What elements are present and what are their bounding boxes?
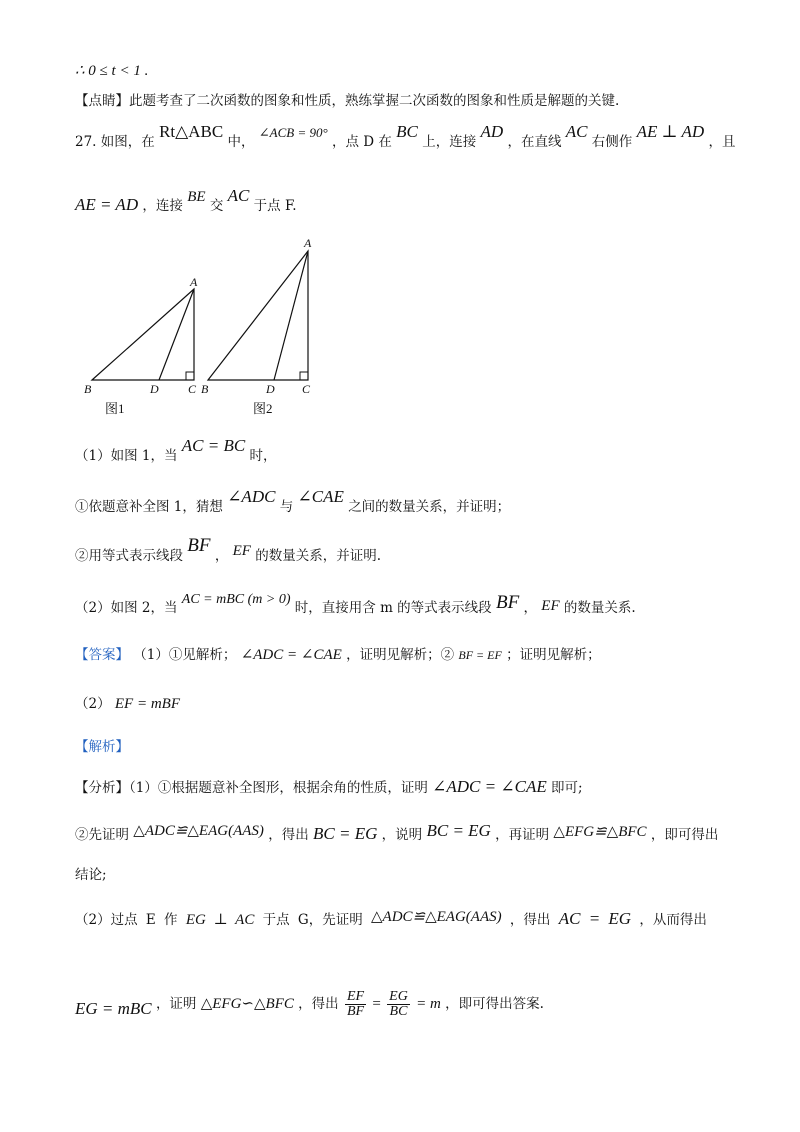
- analysis-line2-cont: [75, 869, 107, 883]
- analysis-congruence: △EFG≌△BFC: [553, 824, 647, 840]
- fraction-denominator: BF: [346, 1004, 365, 1019]
- fig1-label-b: B: [84, 382, 92, 396]
- answer-tag: 【答案】: [75, 647, 129, 663]
- answer-seg-eq: BF = EF: [458, 648, 502, 662]
- comment-line: [75, 95, 619, 109]
- part2-segment: EF: [541, 598, 560, 614]
- analysis-text: 即可;: [551, 780, 583, 796]
- fig1-label-d: D: [150, 382, 159, 396]
- equals-sign: =: [372, 996, 381, 1012]
- answer-angle-eq: ∠ADC = ∠CAE: [240, 647, 342, 663]
- part2-text: 的数量关系.: [563, 600, 636, 616]
- q27-text: 上，连接: [422, 134, 477, 150]
- part2-line: [75, 592, 636, 616]
- part2-condition: AC = mBC (m > 0): [181, 592, 291, 607]
- question-27-line1: [75, 122, 736, 150]
- analysis-equation: EG = mBC: [75, 999, 152, 1018]
- analysis-line4: [75, 990, 544, 1019]
- q27-angle: ∠ACB = 90°: [258, 125, 328, 140]
- answer-text: ，证明见解析；②: [346, 647, 455, 663]
- q27-text: 交: [209, 198, 224, 214]
- fig1-caption: 图1: [105, 401, 125, 415]
- fraction-denominator: BC: [389, 1004, 408, 1019]
- analysis-line1: [75, 778, 583, 796]
- answer-text: ；证明见解析；: [506, 647, 601, 663]
- part1-line: [75, 436, 277, 464]
- part2-segment: BF: [495, 592, 520, 613]
- analysis-subtag: 【分析】: [75, 780, 129, 796]
- fig2-label-a: A: [304, 236, 312, 250]
- answer2-text: （2）: [75, 696, 111, 712]
- fig2-caption: 图2: [253, 401, 273, 415]
- analysis-line2: [75, 821, 719, 843]
- analysis-text: ，从而得出: [639, 912, 707, 928]
- analysis-text: ，证明: [155, 996, 197, 1012]
- subq1-text: 之间的数量关系，并证明；: [348, 499, 511, 515]
- analysis-similarity: △EFG∽△BFC: [200, 996, 294, 1012]
- analysis-text: ，得出: [509, 912, 551, 928]
- subq2-text: ②用等式表示线段: [75, 548, 183, 564]
- q27-text: ，连接: [142, 198, 183, 214]
- analysis-equation: BC = EG: [426, 821, 491, 840]
- figures: [80, 235, 330, 415]
- analysis-angle-eq: ∠ADC = ∠CAE: [432, 777, 547, 796]
- subq2-segment: BF: [187, 535, 211, 556]
- subq1-text: 与: [279, 499, 294, 515]
- analysis-tag: 【解析】: [75, 739, 129, 755]
- question-27-line2: [75, 186, 297, 214]
- part2-text: ，: [523, 600, 537, 616]
- analysis-line3: [75, 910, 707, 928]
- answer-line: [75, 648, 601, 663]
- answer-text: （1）①见解析；: [133, 647, 237, 663]
- q27-text: ，点 D 在: [331, 134, 392, 150]
- q27-triangle: Rt△ABC: [159, 122, 224, 141]
- fraction-numerator: EG: [389, 989, 408, 1004]
- subq2-text: 的数量关系，并证明.: [255, 548, 382, 564]
- comment-text: 此题考查了二次函数的图象和性质，熟练掌握二次函数的图象和性质是解题的关键.: [129, 93, 620, 109]
- answer2-equation: EF = mBF: [114, 696, 180, 712]
- subq2-line: [75, 535, 382, 564]
- q27-equation: AE = AD: [75, 195, 139, 214]
- part1-text: （1）如图 1，当: [75, 448, 178, 464]
- part2-text: 时，直接用含 m 的等式表示线段: [294, 600, 492, 616]
- q27-segment: BE: [187, 189, 206, 205]
- fig2-label-c: C: [302, 382, 311, 396]
- analysis-text: ，即可得出答案.: [445, 996, 544, 1012]
- q27-text: ，在直线: [507, 134, 562, 150]
- fig2-label-d: D: [266, 382, 275, 396]
- analysis-text: ，说明: [381, 827, 423, 843]
- fig2-label-b: B: [201, 382, 209, 396]
- q27-text: ，且: [708, 134, 736, 150]
- q27-text: 于点 F.: [253, 198, 297, 214]
- fraction-numerator: EF: [346, 989, 365, 1004]
- q27-text: 27. 如图，在: [75, 134, 155, 150]
- subq1-angle: ∠CAE: [297, 487, 344, 506]
- analysis-text: ，即可得出: [650, 827, 719, 843]
- analysis-text: 结论;: [75, 867, 107, 883]
- q27-segment: AC: [565, 122, 588, 141]
- analysis-text: ②先证明: [75, 827, 129, 843]
- analysis-congruence: △ADC≌△EAG(AAS): [371, 909, 502, 925]
- subq1-line: [75, 487, 511, 515]
- analysis-text: ，得出: [298, 996, 339, 1012]
- analysis-text: （2）过点 E 作: [75, 912, 178, 928]
- analysis-text: ，再证明: [495, 827, 550, 843]
- q27-text: 右侧作: [591, 134, 633, 150]
- figure-1: [84, 275, 198, 415]
- therefore-expression: ∴ 0 ≤ t < 1 .: [75, 63, 149, 79]
- figure-2: [201, 236, 312, 415]
- subq2-text: ，: [214, 548, 229, 564]
- analysis-equation: AC = EG: [558, 909, 632, 928]
- comment-tag: 【点睛】: [75, 93, 129, 109]
- analysis-equation: BC = EG: [313, 824, 378, 843]
- analysis-text: （1）①根据题意补全图形，根据余角的性质，证明: [129, 780, 428, 796]
- q27-segment: BC: [396, 122, 418, 141]
- analysis-congruence: △ADC≌△EAG(AAS): [133, 823, 264, 839]
- part2-text: （2）如图 2，当: [75, 600, 178, 616]
- q27-perpendicular: AE ⊥ AD: [636, 122, 705, 141]
- q27-segment: AC: [227, 186, 250, 205]
- analysis-perpendicular: EG ⊥ AC: [185, 912, 255, 928]
- analysis-text: 于点 G，先证明: [262, 912, 363, 928]
- subq1-angle: ∠ADC: [227, 487, 276, 506]
- ratio-fraction-2: [387, 990, 410, 1019]
- therefore-line: [75, 64, 148, 79]
- ratio-fraction-1: [345, 990, 366, 1019]
- q27-text: 中，: [227, 134, 255, 150]
- analysis-text: ，得出: [268, 827, 309, 843]
- fig1-label-c: C: [188, 382, 197, 396]
- part1-condition: AC = BC: [181, 436, 246, 455]
- subq2-segment: EF: [232, 543, 251, 559]
- answer2-line: [75, 697, 180, 712]
- q27-segment: AD: [480, 122, 504, 141]
- ratio-result: = m: [416, 996, 441, 1012]
- subq1-text: ①依题意补全图 1，猜想: [75, 499, 223, 515]
- analysis-header: [75, 741, 129, 755]
- part1-text: 时，: [249, 448, 277, 464]
- fig1-label-a: A: [190, 275, 198, 289]
